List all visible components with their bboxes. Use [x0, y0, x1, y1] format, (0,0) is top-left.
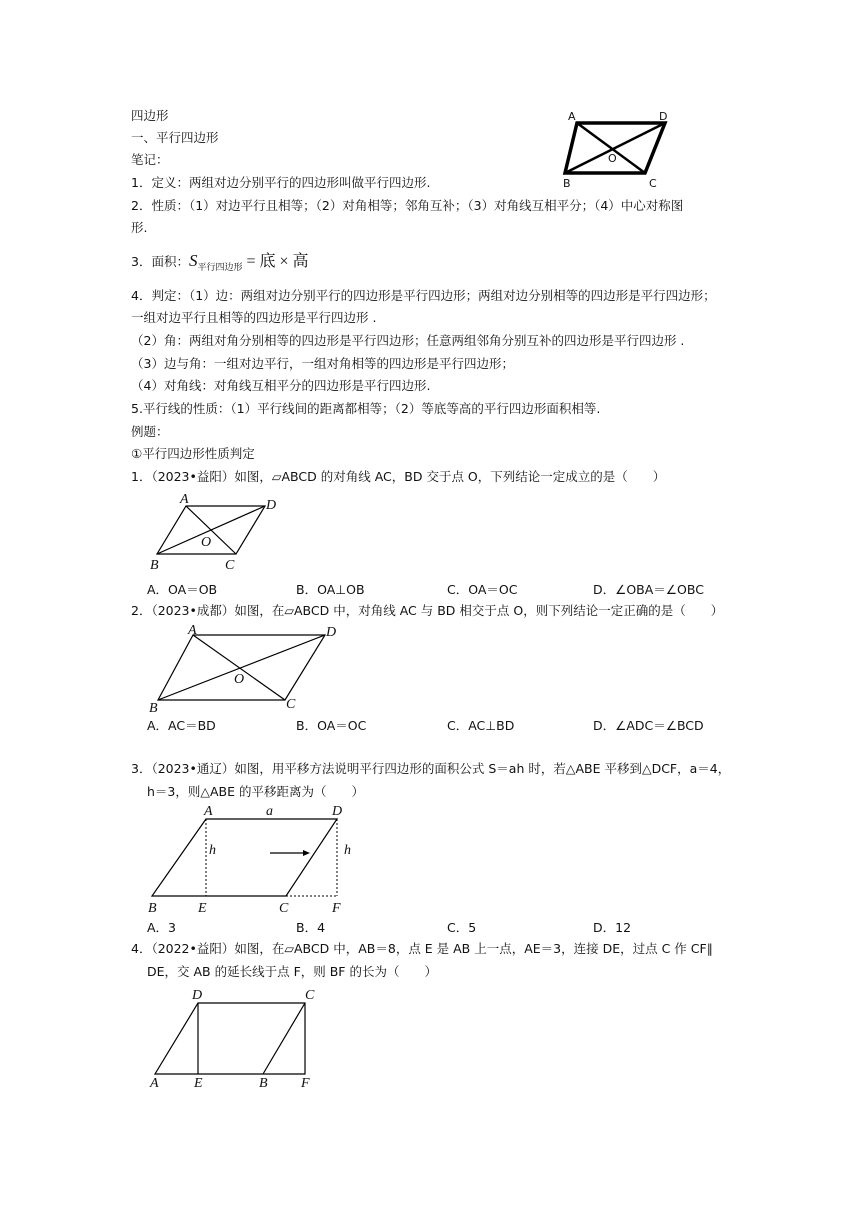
topic-heading: ①平行四边形性质判定	[131, 446, 255, 461]
q4-outer-shape	[155, 1003, 305, 1074]
q3-option-a[interactable]: A．3	[147, 920, 177, 935]
q1-label-a: A	[180, 492, 189, 507]
area-symbol: S	[188, 251, 198, 270]
header-diagonal-bd	[565, 123, 665, 173]
q4-label-a: A	[150, 1076, 159, 1091]
q3-figure	[145, 800, 360, 918]
q3-arrow-head	[303, 850, 310, 856]
q4-figure	[145, 985, 325, 1090]
q1-option-d[interactable]: D．∠OBA＝∠OBC	[593, 582, 704, 597]
note-criteria: 4．判定：（1）边：两组对边分别平行的四边形是平行四边形；两组对边分别相等的四边形是平行四边形；	[131, 288, 716, 303]
q2-label-o: O	[234, 672, 245, 687]
q2-label-b: B	[149, 701, 158, 716]
header-diagonal-ac	[577, 123, 645, 173]
note-criteria-side-angle: （3）边与角：一组对边平行，一组对角相等的四边形是平行四边形；	[131, 356, 514, 371]
q2-option-d[interactable]: D．∠ADC＝∠BCD	[593, 718, 704, 733]
area-subscript: 平行四边形	[197, 263, 243, 273]
header-label-a: A	[568, 110, 576, 123]
section-heading: 一、平行四边形	[131, 130, 219, 145]
q1-label-o: O	[201, 535, 212, 550]
examples-label: 例题：	[131, 424, 169, 439]
q3-label-b: B	[148, 901, 157, 916]
q3-label-d: D	[332, 804, 343, 819]
q3-label-h-right: h	[344, 843, 351, 858]
q2-label-a: A	[188, 623, 197, 638]
header-parallelogram-figure	[555, 108, 680, 193]
q4-label-e: E	[194, 1076, 203, 1091]
q3-label-e: E	[198, 901, 207, 916]
doc-title: 四边形	[131, 108, 169, 123]
note-criteria-angle: （2）角：两组对角分别相等的四边形是平行四边形；任意两组邻角分别互补的四边形是平行四边形 .	[131, 333, 685, 348]
q3-option-c[interactable]: C．5	[447, 920, 477, 935]
q4-segment-cb	[263, 1003, 305, 1074]
q4-label-d: D	[192, 988, 203, 1003]
note-criteria-diagonal: （4）对角线：对角线互相平分的四边形是平行四边形.	[131, 378, 431, 393]
q3-label-c: C	[279, 901, 289, 916]
notes-label: 笔记：	[131, 152, 169, 167]
header-label-d: D	[659, 110, 668, 123]
q2-option-c[interactable]: C．AC⊥BD	[447, 718, 515, 733]
q2-option-a[interactable]: A．AC＝BD	[147, 718, 216, 733]
q1-label-b: B	[150, 558, 159, 573]
q2-option-b[interactable]: B．OA＝OC	[296, 718, 367, 733]
q1-stem: 1．（2023•益阳）如图，▱ABCD 的对角线 AC，BD 交于点 O，下列结论一定成立的是（ ）	[131, 469, 666, 484]
note-area	[131, 252, 309, 273]
q4-label-c: C	[305, 988, 315, 1003]
q2-stem: 2．（2023•成都）如图，在▱ABCD 中，对角线 AC 与 BD 相交于点 O，则下列结论一定正确的是（ ）	[131, 603, 724, 618]
q4-stem-cont: DE，交 AB 的延长线于点 F，则 BF 的长为（ ）	[147, 964, 437, 979]
q3-label-side-a: a	[266, 804, 273, 819]
q1-option-c[interactable]: C．OA＝OC	[447, 582, 518, 597]
q2-label-d: D	[326, 625, 337, 640]
note-area-label: 3．面积：	[131, 254, 189, 269]
q1-option-b[interactable]: B．OA⊥OB	[296, 582, 365, 597]
header-label-o: O	[608, 152, 617, 165]
q3-stem: 3．（2023•通辽）如图，用平移方法说明平行四边形的面积公式 S＝ah 时，若△ABE 平移到△DCF，a＝4，	[131, 761, 731, 776]
q2-diagonal-ac	[193, 635, 285, 700]
q4-stem: 4．（2022•益阳）如图，在▱ABCD 中，AB＝8，点 E 是 AB 上一点，AE＝3，连接 DE，过点 C 作 CF∥	[131, 941, 713, 956]
q3-parallelogram	[152, 819, 337, 896]
header-label-c: C	[649, 177, 657, 190]
q2-diagonal-bd	[158, 635, 325, 700]
q1-option-a[interactable]: A．OA＝OB	[147, 582, 218, 597]
area-formula: = 底 × 高	[246, 253, 309, 270]
q3-stem-cont: h＝3，则△ABE 的平移距离为（ ）	[147, 784, 364, 799]
note-properties-cont: 形.	[131, 220, 148, 235]
q1-label-c: C	[225, 558, 235, 573]
q2-label-c: C	[286, 697, 296, 712]
note-definition: 1．定义：两组对边分别平行的四边形叫做平行四边形.	[131, 175, 431, 190]
header-label-b: B	[563, 177, 571, 190]
q4-label-b: B	[259, 1076, 268, 1091]
q4-label-f: F	[301, 1076, 310, 1091]
note-properties: 2．性质：（1）对边平行且相等；（2）对角相等；邻角互补；（3）对角线互相平分；（4）中心对称图	[131, 198, 684, 213]
note-parallel-lines: 5.平行线的性质：（1）平行线间的距离都相等；（2）等底等高的平行四边形面积相等.	[131, 401, 601, 416]
q1-label-d: D	[266, 498, 277, 513]
q3-label-f: F	[332, 901, 341, 916]
q2-figure	[145, 622, 345, 714]
q3-option-b[interactable]: B．4	[296, 920, 326, 935]
q3-label-h-left: h	[209, 843, 216, 858]
note-criteria-cont: 一组对边平行且相等的四边形是平行四边形 .	[131, 310, 377, 325]
q3-option-d[interactable]: D．12	[593, 920, 632, 935]
q3-label-a: A	[204, 804, 213, 819]
q1-figure	[145, 490, 290, 575]
